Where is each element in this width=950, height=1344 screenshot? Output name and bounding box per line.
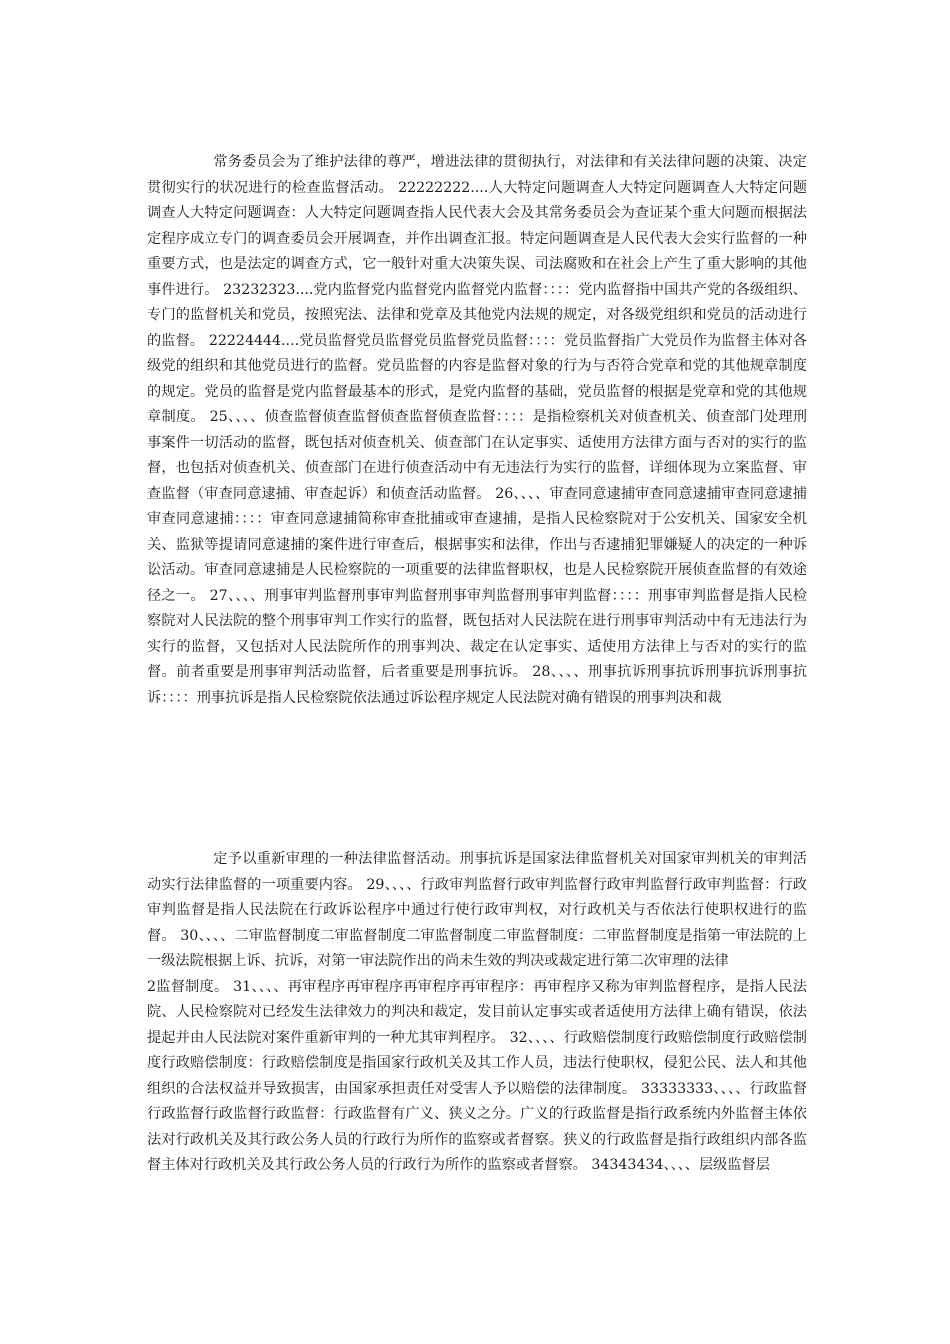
body-paragraph-1	[147, 150, 807, 711]
paragraph-2a	[147, 847, 807, 975]
body-paragraph-2	[147, 847, 807, 1179]
paragraph-2b-text: 2监督制度。 31、、、、再审程序再审程序再审程序再审程序：再审程序又称为审判监督程序，是指人民法院、人民检察院对已经发生法律效力的判决和裁定，发目前认定事实或者适使用方法律上确有错误，依法提起并由人民法院对案件重新审判的一种尤其审判程序。 32、、、、行政赔偿制度行政赔偿制度行政赔偿制度行政赔偿制度：行政赔偿制度是指国家行政机关及其工作人员，违法行使职权，侵犯公民、法人和其他组织的合法权益并导致损害，由国家承担责任对受害人予以赔偿的法律制度。 33333333、、、、行政监督行政监督行政监督行政监督：行政监督有广义、狭义之分。广义的行政监督是指行政系统内外监督主体依法对行政机关及其行政公务人员的行政行为所作的监察或者督察。狭义的行政监督是指行政组织内部各监督主体对行政机关及其行政公务人员的行政行为所作的监察或者督察。 34343434、、、、层级监督层	[147, 978, 807, 1173]
paragraph-1-text: 常务委员会为了维护法律的尊严，增进法律的贯彻执行，对法律和有关法律问题的决策、决定贯彻实行的状况进行的检查监督活动。 22222222....人大特定问题调查人大特定问题调查人大特定问题调查人大特定问题调查：人大特定问题调查指人民代表大会及其常务委员会为查证某个重大问题而根据法定程序成立专门的调查委员会开展调查，并作出调查汇报。特定问题调查是人民代表大会实行监督的一种重要方式，也是法定的调查方式，它一般针对重大决策失误、司法腐败和在社会上产生了重大影响的其他事件进行。 23232323....党内监督党内监督党内监督党内监督：：：：党内监督指中国共产党的各级组织、专门的监督机关和党员，按照宪法、法律和党章及其他党内法规的规定，对各级党组织和党员的活动进行的监督。 22224444....党员监督党员监督党员监督党员监督：：：：党员监督指广大党员作为监督主体对各级党的组织和其他党员进行的监督。党员监督的内容是监督对象的行为与否符合党章和党的其他规章制度的规定。党员的监督是党内监督最基本的形式，是党内监督的基础，党员监督的根据是党章和党的其他规章制度。 25、、、、侦查监督侦查监督侦查监督侦查监督：：：：是指检察机关对侦查机关、侦查部门处理刑事案件一切活动的监督，既包括对侦查机关、侦查部门在认定事实、适使用方法律方面与否对的实行的监督，也包括对侦查机关、侦查部门在进行侦查活动中有无违法行为实行的监督，详细体现为立案监督、审查监督（审查同意逮捕、审查起诉）和侦查活动监督。 26、、、、审查同意逮捕审查同意逮捕审查同意逮捕审查同意逮捕：：：：审查同意逮捕简称审查批捕或审查逮捕，是指人民检察院对于公安机关、国家安全机关、监狱等提请同意逮捕的案件进行审查后，根据事实和法律，作出与否逮捕犯罪嫌疑人的决定的一种诉讼活动。审查同意逮捕是人民检察院的一项重要的法律监督职权，也是人民检察院开展侦查监督的有效途径之一。 27、、、、刑事审判监督刑事审判监督刑事审判监督刑事审判监督：：：：刑事审判监督是指人民检察院对人民法院的整个刑事审判工作实行的监督，既包括对人民法院在进行刑事审判活动中有无违法行为实行的监督，又包括对人民法院所作的刑事判决、裁定在认定事实、适使用方法律上与否对的实行的监督。前者重要是刑事审判活动监督，后者重要是刑事抗诉。 28、、、、刑事抗诉刑事抗诉刑事抗诉刑事抗诉：：：：刑事抗诉是指人民检察院依法通过诉讼程序规定人民法院对确有错误的刑事判决和裁	[147, 154, 807, 706]
paragraph-2a-text: 定予以重新审理的一种法律监督活动。刑事抗诉是国家法律监督机关对国家审判机关的审判活动实行法律监督的一项重要内容。 29、、、、行政审判监督行政审判监督行政审判监督行政审判监督：行政审判监督是指人民法院在行政诉讼程序中通过行使行政审判权，对行政机关与否依法行使职权进行的监督。 30、、、、二审监督制度二审监督制度二审监督制度二审监督制度：二审监督制度是指第一审法院的上一级法院根据上诉、抗诉，对第一审法院作出的尚未生效的判决或裁定进行第二次审理的法律	[147, 851, 807, 969]
paragraph-2b	[147, 975, 807, 1179]
